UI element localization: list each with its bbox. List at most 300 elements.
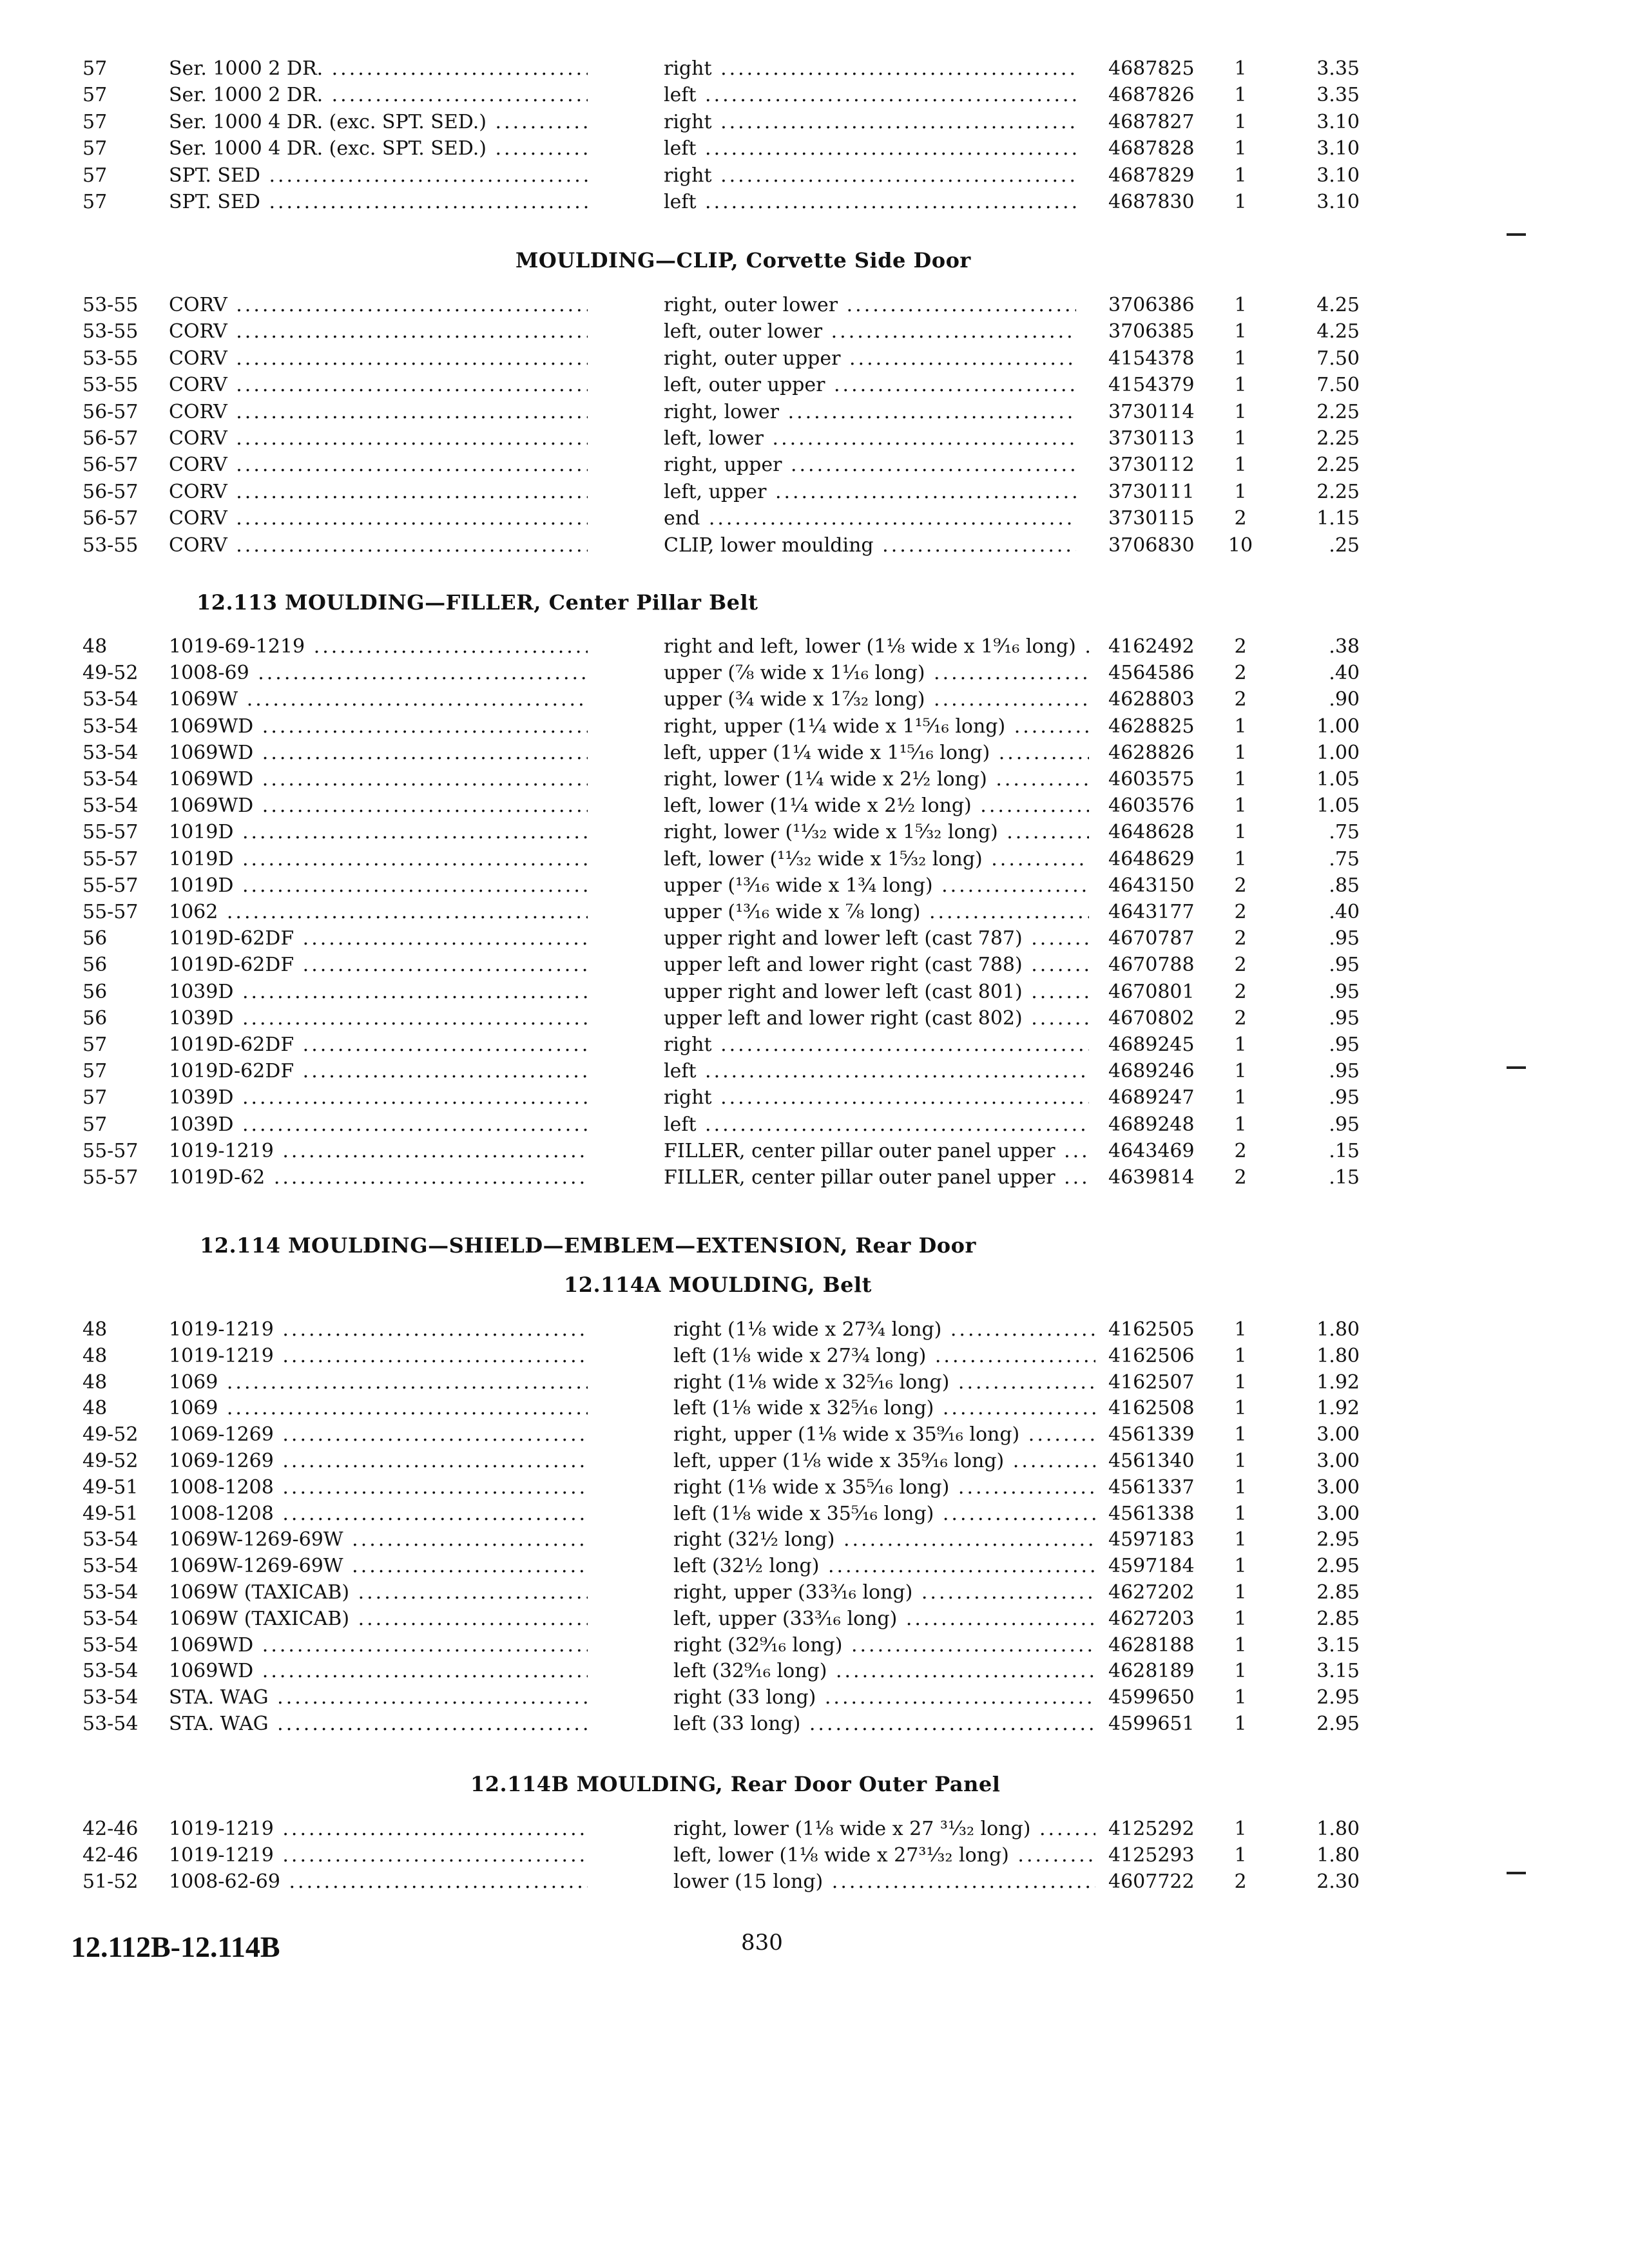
parts-row bbox=[0, 399, 1629, 426]
part-description: right (32½ long) ..... bbox=[673, 1526, 1095, 1553]
body-model: SPT. SED ..... bbox=[169, 189, 588, 216]
part-description: left ..... bbox=[664, 189, 1076, 216]
quantity: 1 bbox=[1234, 1086, 1247, 1110]
quantity: 1 bbox=[1234, 1113, 1247, 1136]
price: .40 bbox=[1329, 901, 1360, 923]
model-year: 53-55 bbox=[82, 374, 139, 397]
body-model: 1039D ..... bbox=[169, 1084, 588, 1111]
parts-row bbox=[0, 318, 1629, 345]
quantity: 1 bbox=[1234, 1318, 1247, 1341]
model-year: 53-55 bbox=[82, 533, 139, 557]
model-year: 53-54 bbox=[82, 1660, 139, 1683]
price: 2.95 bbox=[1316, 1686, 1360, 1709]
part-number: 4564586 bbox=[1108, 662, 1195, 685]
price: 3.15 bbox=[1316, 1633, 1360, 1657]
price: 2.85 bbox=[1316, 1581, 1360, 1604]
part-description: left (1⅛ wide x 32⁵⁄₁₆ long) ..... bbox=[673, 1395, 1095, 1422]
parts-row bbox=[0, 899, 1629, 926]
price: 2.25 bbox=[1316, 480, 1360, 503]
parts-row bbox=[0, 1606, 1629, 1633]
parts-row bbox=[0, 1711, 1629, 1738]
quantity: 1 bbox=[1234, 1450, 1247, 1472]
model-year: 56-57 bbox=[82, 427, 139, 450]
price: .75 bbox=[1329, 821, 1360, 844]
body-model: 1069W-1269-69W ..... bbox=[169, 1553, 588, 1580]
body-model: CORV ..... bbox=[169, 372, 588, 399]
quantity: 2 bbox=[1234, 662, 1247, 685]
price: 1.80 bbox=[1316, 1318, 1360, 1341]
body-model: 1069 ..... bbox=[169, 1395, 588, 1422]
body-model: CORV ..... bbox=[169, 345, 588, 372]
part-number: 4689246 bbox=[1108, 1060, 1195, 1083]
part-number: 4603575 bbox=[1108, 768, 1195, 791]
part-description: left (32½ long) ..... bbox=[673, 1553, 1095, 1580]
quantity: 1 bbox=[1234, 794, 1247, 818]
quantity: 2 bbox=[1234, 507, 1247, 530]
quantity: 1 bbox=[1234, 1397, 1247, 1420]
quantity: 1 bbox=[1234, 1475, 1247, 1499]
price: 3.35 bbox=[1316, 84, 1360, 107]
body-model: 1069WD ..... bbox=[169, 793, 588, 820]
model-year: 55-57 bbox=[82, 1166, 139, 1189]
parts-row bbox=[0, 660, 1629, 687]
part-description: right (1⅛ wide x 35⁵⁄₁₆ long) ..... bbox=[673, 1474, 1095, 1501]
parts-row bbox=[0, 345, 1629, 372]
price: 2.95 bbox=[1316, 1555, 1360, 1578]
parts-row bbox=[0, 292, 1629, 319]
body-model: CORV ..... bbox=[169, 292, 588, 319]
parts-row bbox=[0, 1032, 1629, 1059]
parts-row bbox=[0, 1058, 1629, 1085]
body-model: 1019D ..... bbox=[169, 846, 588, 873]
model-year: 53-54 bbox=[82, 1607, 139, 1630]
price: .95 bbox=[1329, 1113, 1360, 1136]
part-number: 4597183 bbox=[1108, 1528, 1195, 1552]
part-number: 3730112 bbox=[1108, 454, 1195, 477]
quantity: 2 bbox=[1234, 1166, 1247, 1189]
part-description: right (1⅛ wide x 32⁵⁄₁₆ long) ..... bbox=[673, 1369, 1095, 1396]
model-year: 57 bbox=[82, 191, 108, 213]
part-description: right (33 long) ..... bbox=[673, 1684, 1095, 1711]
part-number: 4687829 bbox=[1108, 164, 1195, 187]
body-model: STA. WAG ..... bbox=[169, 1684, 588, 1711]
parts-row bbox=[0, 713, 1629, 740]
price: .15 bbox=[1329, 1166, 1360, 1189]
quantity: 1 bbox=[1234, 1660, 1247, 1683]
body-model: Ser. 1000 2 DR. ..... bbox=[169, 55, 588, 82]
model-year: 56-57 bbox=[82, 507, 139, 530]
parts-row bbox=[0, 1501, 1629, 1528]
model-year: 57 bbox=[82, 1033, 108, 1056]
parts-row bbox=[0, 1526, 1629, 1553]
quantity: 1 bbox=[1234, 480, 1247, 503]
quantity: 1 bbox=[1234, 1633, 1247, 1657]
part-number: 4561337 bbox=[1108, 1475, 1195, 1499]
part-number: 4628825 bbox=[1108, 715, 1195, 738]
quantity: 2 bbox=[1234, 635, 1247, 658]
model-year: 48 bbox=[82, 1397, 108, 1420]
quantity: 1 bbox=[1234, 374, 1247, 397]
parts-row bbox=[0, 1869, 1629, 1896]
body-model: 1019-1219 ..... bbox=[169, 1816, 588, 1843]
part-number: 4648629 bbox=[1108, 847, 1195, 870]
model-year: 51-52 bbox=[82, 1870, 139, 1893]
body-model: 1039D ..... bbox=[169, 1111, 588, 1139]
part-description: left (1⅛ wide x 35⁵⁄₁₆ long) ..... bbox=[673, 1501, 1095, 1528]
part-number: 4154379 bbox=[1108, 374, 1195, 397]
parts-row bbox=[0, 1316, 1629, 1343]
body-model: STA. WAG ..... bbox=[169, 1711, 588, 1738]
model-year: 55-57 bbox=[82, 901, 139, 923]
quantity: 1 bbox=[1234, 1713, 1247, 1735]
price: 1.05 bbox=[1316, 768, 1360, 791]
body-model: 1019-1219 ..... bbox=[169, 1138, 588, 1165]
part-number: 4689247 bbox=[1108, 1086, 1195, 1110]
model-year: 48 bbox=[82, 1370, 108, 1394]
body-model: 1019-69-1219 ..... bbox=[169, 633, 588, 660]
price: 3.15 bbox=[1316, 1660, 1360, 1683]
body-model: 1019D-62DF ..... bbox=[169, 925, 588, 952]
quantity: 2 bbox=[1234, 1139, 1247, 1162]
edge-mark bbox=[1507, 1872, 1526, 1874]
part-description: left ..... bbox=[664, 135, 1076, 162]
part-description: left (33 long) ..... bbox=[673, 1711, 1095, 1738]
model-year: 53-54 bbox=[82, 794, 139, 818]
quantity: 1 bbox=[1234, 821, 1247, 844]
part-number: 4628826 bbox=[1108, 741, 1195, 764]
part-number: 4670787 bbox=[1108, 927, 1195, 950]
quantity: 1 bbox=[1234, 110, 1247, 133]
part-description: left ..... bbox=[664, 1058, 1089, 1085]
part-number: 4639814 bbox=[1108, 1166, 1195, 1189]
body-model: 1069W (TAXICAB) ..... bbox=[169, 1579, 588, 1606]
model-year: 48 bbox=[82, 1318, 108, 1341]
parts-row bbox=[0, 109, 1629, 136]
price: 3.10 bbox=[1316, 110, 1360, 133]
body-model: 1069-1269 ..... bbox=[169, 1421, 588, 1448]
price: 3.00 bbox=[1316, 1475, 1360, 1499]
price: 1.00 bbox=[1316, 741, 1360, 764]
part-number: 4670802 bbox=[1108, 1006, 1195, 1030]
price: 3.00 bbox=[1316, 1423, 1360, 1446]
quantity: 10 bbox=[1228, 533, 1253, 557]
price: .90 bbox=[1329, 688, 1360, 711]
price: 3.00 bbox=[1316, 1502, 1360, 1525]
model-year: 56 bbox=[82, 927, 108, 950]
quantity: 1 bbox=[1234, 847, 1247, 870]
price: 7.50 bbox=[1316, 347, 1360, 370]
parts-row bbox=[0, 135, 1629, 162]
part-number: 4125293 bbox=[1108, 1844, 1195, 1867]
model-year: 56 bbox=[82, 954, 108, 977]
edge-mark bbox=[1507, 233, 1526, 236]
price: 3.10 bbox=[1316, 164, 1360, 187]
part-number: 4597184 bbox=[1108, 1555, 1195, 1578]
model-year: 57 bbox=[82, 57, 108, 80]
model-year: 56-57 bbox=[82, 480, 139, 503]
quantity: 2 bbox=[1234, 1006, 1247, 1030]
part-description: upper left and lower right (cast 802) ..... bbox=[664, 1005, 1089, 1032]
part-description: right ..... bbox=[664, 1084, 1089, 1111]
part-number: 4628803 bbox=[1108, 688, 1195, 711]
price: 1.15 bbox=[1316, 507, 1360, 530]
part-number: 4648628 bbox=[1108, 821, 1195, 844]
quantity: 1 bbox=[1234, 320, 1247, 343]
part-description: left, lower (1⅛ wide x 27³¹⁄₃₂ long) ..... bbox=[673, 1842, 1095, 1869]
body-model: CORV ..... bbox=[169, 425, 588, 452]
part-number: 4162506 bbox=[1108, 1344, 1195, 1367]
model-year: 55-57 bbox=[82, 847, 139, 870]
price: 2.25 bbox=[1316, 427, 1360, 450]
body-model: 1019D-62DF ..... bbox=[169, 1032, 588, 1059]
quantity: 1 bbox=[1234, 1555, 1247, 1578]
body-model: 1069W (TAXICAB) ..... bbox=[169, 1606, 588, 1633]
price: 1.80 bbox=[1316, 1344, 1360, 1367]
parts-row bbox=[0, 1684, 1629, 1711]
model-year: 57 bbox=[82, 84, 108, 107]
price: 4.25 bbox=[1316, 320, 1360, 343]
quantity: 1 bbox=[1234, 1818, 1247, 1840]
parts-row bbox=[0, 1395, 1629, 1422]
quantity: 1 bbox=[1234, 164, 1247, 187]
price: 3.10 bbox=[1316, 137, 1360, 160]
quantity: 1 bbox=[1234, 768, 1247, 791]
part-number: 4162508 bbox=[1108, 1397, 1195, 1420]
part-description: right ..... bbox=[664, 55, 1076, 82]
parts-row bbox=[0, 686, 1629, 713]
model-year: 56 bbox=[82, 1006, 108, 1030]
part-description: lower (15 long) ..... bbox=[673, 1869, 1095, 1896]
part-number: 3706385 bbox=[1108, 320, 1195, 343]
part-number: 4599650 bbox=[1108, 1686, 1195, 1709]
part-number: 3730114 bbox=[1108, 400, 1195, 423]
part-number: 3706386 bbox=[1108, 294, 1195, 316]
quantity: 1 bbox=[1234, 347, 1247, 370]
quantity: 1 bbox=[1234, 454, 1247, 477]
part-number: 4603576 bbox=[1108, 794, 1195, 818]
body-model: CORV ..... bbox=[169, 318, 588, 345]
model-year: 55-57 bbox=[82, 1139, 139, 1162]
part-number: 4687825 bbox=[1108, 57, 1195, 80]
price: 1.92 bbox=[1316, 1397, 1360, 1420]
price: 2.95 bbox=[1316, 1713, 1360, 1735]
part-number: 4628189 bbox=[1108, 1660, 1195, 1683]
quantity: 2 bbox=[1234, 980, 1247, 1003]
part-description: left ..... bbox=[664, 82, 1076, 109]
body-model: 1069-1269 ..... bbox=[169, 1448, 588, 1475]
part-number: 4154378 bbox=[1108, 347, 1195, 370]
parts-row bbox=[0, 633, 1629, 660]
parts-row bbox=[0, 846, 1629, 873]
price: .15 bbox=[1329, 1139, 1360, 1162]
part-description: right (1⅛ wide x 27¾ long) ..... bbox=[673, 1316, 1095, 1343]
quantity: 1 bbox=[1234, 137, 1247, 160]
price: 1.80 bbox=[1316, 1818, 1360, 1840]
body-model: CORV ..... bbox=[169, 532, 588, 559]
section-range: 12.112B-12.114B bbox=[71, 1930, 280, 1963]
part-description: left, lower (1¼ wide x 2½ long) ..... bbox=[664, 793, 1089, 820]
parts-row bbox=[0, 532, 1629, 559]
part-number: 4689248 bbox=[1108, 1113, 1195, 1136]
part-description: CLIP, lower moulding ..... bbox=[664, 532, 1076, 559]
model-year: 57 bbox=[82, 1086, 108, 1110]
part-description: right ..... bbox=[664, 162, 1076, 189]
body-model: 1019-1219 ..... bbox=[169, 1316, 588, 1343]
body-model: 1019D ..... bbox=[169, 872, 588, 899]
price: .95 bbox=[1329, 1006, 1360, 1030]
quantity: 2 bbox=[1234, 1870, 1247, 1893]
parts-row bbox=[0, 1579, 1629, 1606]
part-number: 4162507 bbox=[1108, 1370, 1195, 1394]
quantity: 1 bbox=[1234, 1033, 1247, 1056]
model-year: 53-54 bbox=[82, 715, 139, 738]
part-number: 4670788 bbox=[1108, 954, 1195, 977]
quantity: 1 bbox=[1234, 400, 1247, 423]
quantity: 1 bbox=[1234, 1423, 1247, 1446]
quantity: 2 bbox=[1234, 927, 1247, 950]
part-description: left, upper (1⅛ wide x 35⁹⁄₁₆ long) ..... bbox=[673, 1448, 1095, 1475]
part-description: right, lower (1¼ wide x 2½ long) ..... bbox=[664, 766, 1089, 793]
model-year: 49-52 bbox=[82, 1450, 139, 1472]
part-number: 4670801 bbox=[1108, 980, 1195, 1003]
price: .95 bbox=[1329, 980, 1360, 1003]
part-description: upper right and lower left (cast 801) ..... bbox=[664, 979, 1089, 1006]
price: .95 bbox=[1329, 927, 1360, 950]
model-year: 48 bbox=[82, 1344, 108, 1367]
parts-row bbox=[0, 505, 1629, 532]
quantity: 1 bbox=[1234, 84, 1247, 107]
parts-row bbox=[0, 162, 1629, 189]
parts-row bbox=[0, 1369, 1629, 1396]
quantity: 2 bbox=[1234, 954, 1247, 977]
part-number: 4162492 bbox=[1108, 635, 1195, 658]
parts-row bbox=[0, 1164, 1629, 1191]
part-description: left, upper (33³⁄₁₆ long) ..... bbox=[673, 1606, 1095, 1633]
part-description: end ..... bbox=[664, 505, 1076, 532]
part-description: right (32⁹⁄₁₆ long) ..... bbox=[673, 1632, 1095, 1659]
parts-row bbox=[0, 872, 1629, 899]
model-year: 57 bbox=[82, 110, 108, 133]
parts-row bbox=[0, 1474, 1629, 1501]
part-description: left, lower (¹¹⁄₃₂ wide x 1⁵⁄₃₂ long) ..... bbox=[664, 846, 1089, 873]
part-description: upper (¹³⁄₁₆ wide x ⅞ long) ..... bbox=[664, 899, 1089, 926]
part-number: 3706830 bbox=[1108, 533, 1195, 557]
price: 2.25 bbox=[1316, 454, 1360, 477]
page-number: 830 bbox=[741, 1930, 783, 1956]
price: .85 bbox=[1329, 874, 1360, 897]
parts-row bbox=[0, 1421, 1629, 1448]
price: 3.10 bbox=[1316, 191, 1360, 213]
parts-row bbox=[0, 425, 1629, 452]
parts-row bbox=[0, 766, 1629, 793]
body-model: CORV ..... bbox=[169, 479, 588, 506]
model-year: 53-54 bbox=[82, 1686, 139, 1709]
model-year: 53-54 bbox=[82, 1555, 139, 1578]
part-number: 4607722 bbox=[1108, 1870, 1195, 1893]
price: .75 bbox=[1329, 847, 1360, 870]
price: 3.00 bbox=[1316, 1450, 1360, 1472]
quantity: 1 bbox=[1234, 1607, 1247, 1630]
part-description: right, lower (1⅛ wide x 27 ³¹⁄₃₂ long) ..... bbox=[673, 1816, 1095, 1843]
body-model: 1008-1208 ..... bbox=[169, 1474, 588, 1501]
part-number: 4689245 bbox=[1108, 1033, 1195, 1056]
parts-row bbox=[0, 1343, 1629, 1370]
parts-row bbox=[0, 793, 1629, 820]
body-model: 1069WD ..... bbox=[169, 1658, 588, 1685]
price: 2.95 bbox=[1316, 1528, 1360, 1552]
body-model: 1039D ..... bbox=[169, 979, 588, 1006]
body-model: 1019D ..... bbox=[169, 819, 588, 846]
body-model: 1019D-62DF ..... bbox=[169, 1058, 588, 1085]
model-year: 57 bbox=[82, 1060, 108, 1083]
parts-row bbox=[0, 82, 1629, 109]
body-model: 1008-69 ..... bbox=[169, 660, 588, 687]
section-heading: MOULDING—CLIP, Corvette Side Door bbox=[516, 248, 971, 273]
part-number: 4687828 bbox=[1108, 137, 1195, 160]
part-number: 4687830 bbox=[1108, 191, 1195, 213]
model-year: 57 bbox=[82, 1113, 108, 1136]
price: 2.25 bbox=[1316, 400, 1360, 423]
parts-row bbox=[0, 1005, 1629, 1032]
model-year: 49-52 bbox=[82, 662, 139, 685]
part-description: right, outer lower ..... bbox=[664, 292, 1076, 319]
quantity: 1 bbox=[1234, 715, 1247, 738]
price: 7.50 bbox=[1316, 374, 1360, 397]
quantity: 2 bbox=[1234, 874, 1247, 897]
body-model: 1019-1219 ..... bbox=[169, 1842, 588, 1869]
price: .40 bbox=[1329, 662, 1360, 685]
body-model: 1019D-62 ..... bbox=[169, 1164, 588, 1191]
model-year: 57 bbox=[82, 137, 108, 160]
price: 1.92 bbox=[1316, 1370, 1360, 1394]
part-number: 4628188 bbox=[1108, 1633, 1195, 1657]
part-description: right, upper (1¼ wide x 1¹⁵⁄₁₆ long) ..... bbox=[664, 713, 1089, 740]
parts-row bbox=[0, 819, 1629, 846]
part-description: right ..... bbox=[664, 109, 1076, 136]
body-model: 1069WD ..... bbox=[169, 713, 588, 740]
model-year: 56-57 bbox=[82, 400, 139, 423]
part-number: 4687827 bbox=[1108, 110, 1195, 133]
parts-row bbox=[0, 1448, 1629, 1475]
body-model: SPT. SED ..... bbox=[169, 162, 588, 189]
model-year: 57 bbox=[82, 164, 108, 187]
quantity: 1 bbox=[1234, 1686, 1247, 1709]
part-number: 3730113 bbox=[1108, 427, 1195, 450]
part-description: FILLER, center pillar outer panel upper ..... bbox=[664, 1138, 1089, 1165]
quantity: 1 bbox=[1234, 741, 1247, 764]
part-number: 4599651 bbox=[1108, 1713, 1195, 1735]
part-description: right, upper (33³⁄₁₆ long) ..... bbox=[673, 1579, 1095, 1606]
body-model: 1062 ..... bbox=[169, 899, 588, 926]
body-model: 1069W-1269-69W ..... bbox=[169, 1526, 588, 1553]
section-heading: 12.114A MOULDING, Belt bbox=[564, 1273, 872, 1297]
model-year: 42-46 bbox=[82, 1818, 139, 1840]
parts-row bbox=[0, 1658, 1629, 1685]
body-model: 1069W ..... bbox=[169, 686, 588, 713]
price: 3.35 bbox=[1316, 57, 1360, 80]
parts-row bbox=[0, 925, 1629, 952]
body-model: 1069WD ..... bbox=[169, 740, 588, 767]
price: 1.05 bbox=[1316, 794, 1360, 818]
part-description: left ..... bbox=[664, 1111, 1089, 1139]
quantity: 1 bbox=[1234, 57, 1247, 80]
parts-row bbox=[0, 1842, 1629, 1869]
part-number: 4627203 bbox=[1108, 1607, 1195, 1630]
quantity: 1 bbox=[1234, 1060, 1247, 1083]
model-year: 42-46 bbox=[82, 1844, 139, 1867]
price: 4.25 bbox=[1316, 294, 1360, 316]
quantity: 2 bbox=[1234, 688, 1247, 711]
